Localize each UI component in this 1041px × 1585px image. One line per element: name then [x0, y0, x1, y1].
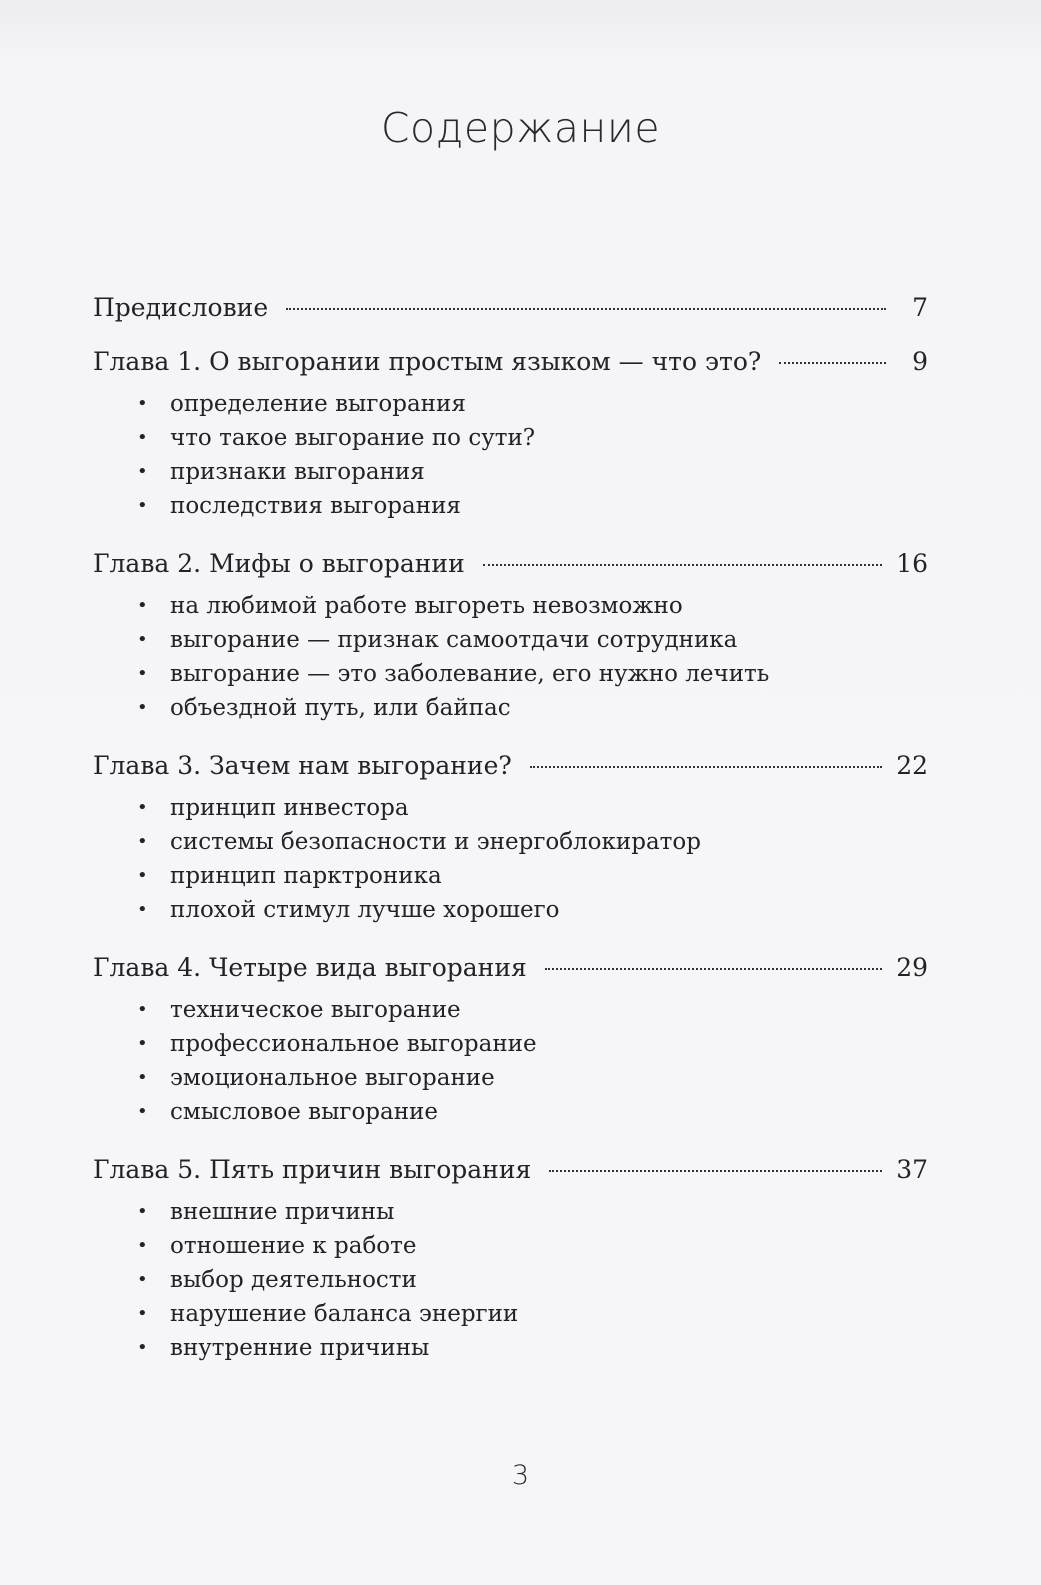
entry-title: Глава 5. Пять причин выгорания: [93, 1155, 532, 1184]
bullet-icon: •: [137, 629, 148, 650]
page-title: Содержание: [380, 104, 661, 152]
topic-text: выгорание — это заболевание, его нужно лечить: [170, 661, 770, 687]
bullet-icon: •: [137, 697, 148, 718]
toc-row[interactable]: [93, 283, 928, 333]
list-item: [137, 1229, 928, 1263]
topic-text: на любимой работе выгореть невозможно: [170, 593, 683, 619]
bullet-icon: •: [137, 393, 148, 414]
topic-list: [93, 791, 928, 927]
list-item: [137, 657, 928, 691]
toc-row[interactable]: [93, 741, 928, 791]
list-item: [137, 623, 928, 657]
bullet-icon: •: [137, 461, 148, 482]
toc-entry-chapter-5: [93, 1145, 928, 1365]
dot-leader: [779, 362, 886, 364]
topic-text: объездной путь, или байпас: [170, 695, 511, 721]
bullet-icon: •: [137, 1101, 148, 1122]
list-item: [137, 993, 928, 1027]
topic-list: [93, 1195, 928, 1365]
list-item: [137, 825, 928, 859]
dot-leader: [530, 766, 882, 768]
bullet-icon: •: [137, 1235, 148, 1256]
topic-text: признаки выгорания: [170, 459, 425, 485]
entry-page-number: 22: [896, 751, 928, 780]
topic-text: принцип парктроника: [170, 863, 442, 889]
toc-row[interactable]: [93, 943, 928, 993]
toc-row[interactable]: [93, 539, 928, 589]
bullet-icon: •: [137, 797, 148, 818]
entry-title: Глава 1. О выгорании простым языком — что это?: [93, 347, 762, 376]
entry-title: Предисловие: [93, 293, 269, 322]
topic-text: что такое выгорание по сути?: [170, 425, 536, 451]
topic-text: внешние причины: [170, 1199, 395, 1225]
topic-text: выгорание — признак самоотдачи сотрудника: [170, 627, 738, 653]
topic-text: системы безопасности и энергоблокиратор: [170, 829, 701, 855]
dot-leader: [545, 968, 882, 970]
table-of-contents: [93, 283, 928, 1365]
topic-text: последствия выгорания: [170, 493, 461, 519]
topic-list: [93, 993, 928, 1129]
toc-entry-chapter-3: [93, 741, 928, 927]
entry-page-number: 16: [896, 549, 928, 578]
list-item: [137, 455, 928, 489]
bullet-icon: •: [137, 899, 148, 920]
topic-text: эмоциональное выгорание: [170, 1065, 495, 1091]
bullet-icon: •: [137, 663, 148, 684]
topic-text: нарушение баланса энергии: [170, 1301, 519, 1327]
entry-title: Глава 4. Четыре вида выгорания: [93, 953, 527, 982]
list-item: [137, 1027, 928, 1061]
bullet-icon: •: [137, 1033, 148, 1054]
list-item: [137, 1095, 928, 1129]
list-item: [137, 589, 928, 623]
list-item: [137, 791, 928, 825]
topic-text: принцип инвестора: [170, 795, 409, 821]
list-item: [137, 691, 928, 725]
bullet-icon: •: [137, 1269, 148, 1290]
topic-text: внутренние причины: [170, 1335, 430, 1361]
entry-page-number: 9: [912, 347, 928, 376]
list-item: [137, 1195, 928, 1229]
dot-leader: [483, 564, 882, 566]
entry-page-number: 37: [896, 1155, 928, 1184]
topic-text: смысловое выгорание: [170, 1099, 438, 1125]
bullet-icon: •: [137, 495, 148, 516]
bullet-icon: •: [137, 1201, 148, 1222]
list-item: [137, 1331, 928, 1365]
topic-text: профессиональное выгорание: [170, 1031, 537, 1057]
entry-title: Глава 3. Зачем нам выгорание?: [93, 751, 512, 780]
toc-row[interactable]: [93, 337, 928, 387]
entry-page-number: 29: [896, 953, 928, 982]
toc-entry-chapter-2: [93, 539, 928, 725]
list-item: [137, 1297, 928, 1331]
list-item: [137, 421, 928, 455]
list-item: [137, 387, 928, 421]
entry-title: Глава 2. Мифы о выгорании: [93, 549, 465, 578]
topic-text: техническое выгорание: [170, 997, 461, 1023]
topic-text: плохой стимул лучше хорошего: [170, 897, 560, 923]
bullet-icon: •: [137, 1303, 148, 1324]
toc-entry-chapter-4: [93, 943, 928, 1129]
toc-entry-chapter-1: [93, 337, 928, 523]
topic-text: выбор деятельности: [170, 1267, 417, 1293]
topic-text: определение выгорания: [170, 391, 466, 417]
topic-text: отношение к работе: [170, 1233, 417, 1259]
bullet-icon: •: [137, 831, 148, 852]
bullet-icon: •: [137, 427, 148, 448]
topic-list: [93, 589, 928, 725]
toc-entry-preface: [93, 283, 928, 333]
bullet-icon: •: [137, 865, 148, 886]
dot-leader: [286, 308, 886, 310]
list-item: [137, 1061, 928, 1095]
topic-list: [93, 387, 928, 523]
list-item: [137, 859, 928, 893]
list-item: [137, 489, 928, 523]
bullet-icon: •: [137, 999, 148, 1020]
dot-leader: [549, 1170, 882, 1172]
entry-page-number: 7: [912, 293, 928, 322]
list-item: [137, 893, 928, 927]
bullet-icon: •: [137, 595, 148, 616]
list-item: [137, 1263, 928, 1297]
toc-row[interactable]: [93, 1145, 928, 1195]
bullet-icon: •: [137, 1067, 148, 1088]
bullet-icon: •: [137, 1337, 148, 1358]
page-number: 3: [511, 1460, 530, 1491]
